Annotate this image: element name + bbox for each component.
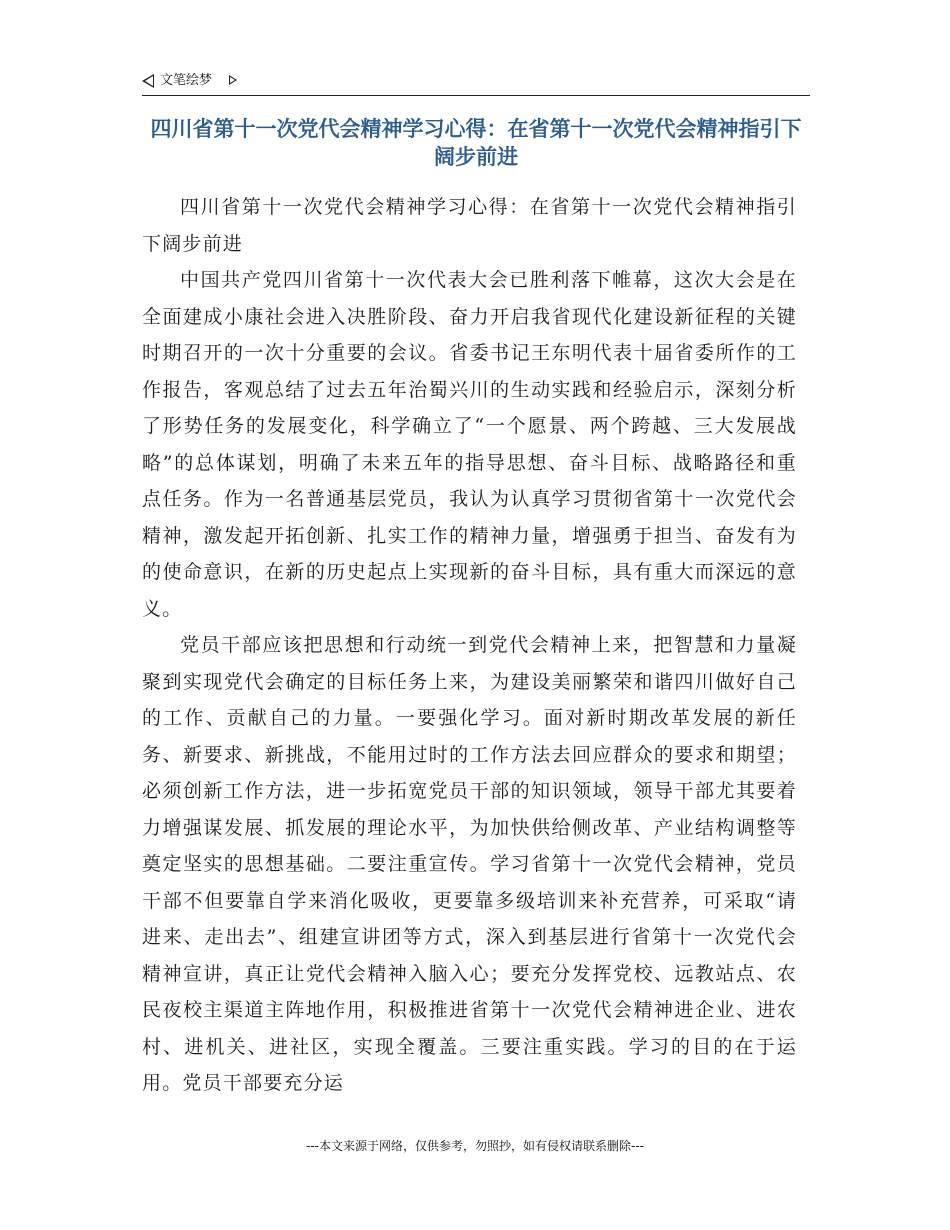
page-header xyxy=(142,72,810,96)
paragraph-main: 党员干部应该把思想和行动统一到党代会精神上来，把智慧和力量凝聚到实现党代会确定的目标任务上来，为建设美丽繁荣和谐四川做好自己的工作、贡献自己的力量。一要强化学习。面对新时期改革发展的新任务、新要求、新挑战，不能用过时的工作方法去回应群众的要求和期望；必须创新工作方法，进一步拓宽党员干部的知识领域，领导干部尤其要着力增强谋发展、抓发展的理论水平，为加快供给侧改革、产业结构调整等奠定坚实的思想基础。二要注重宣传。学习省第十一次党代会精神，党员干部不但要靠自学来消化吸收，更要靠多级培训来补充营养，可采取“请进来、走出去”、组建宣讲团等方式，深入到基层进行省第十一次党代会精神宣讲，真正让党代会精神入脑入心；要充分发挥党校、远教站点、农民夜校主渠道主阵地作用，积极推进省第十一次党代会精神进企业、进农村、进机关、进社区，实现全覆盖。三要注重实践。学习的目的在于运用。党员干部要充分运 xyxy=(142,634,797,1094)
left-triangle-icon xyxy=(142,74,154,88)
header-divider xyxy=(142,95,810,96)
document-body xyxy=(142,189,797,1102)
footer-disclaimer: ---本文来源于网络，仅供参考，勿照抄，如有侵权请联系删除--- xyxy=(306,1139,644,1153)
document-title: 四川省第十一次党代会精神学习心得：在省第十一次党代会精神指引下阔步前进 xyxy=(150,117,802,169)
paragraph-intro: 中国共产党四川省第十一次代表大会已胜利落下帷幕，这次大会是在全面建成小康社会进入决胜阶段、奋力开启我省现代化建设新征程的关键时期召开的一次十分重要的会议。省委书记王东明代表十届省委所作的工作报告，客观总结了过去五年治蜀兴川的生动实践和经验启示，深刻分析了形势任务的发展变化，科学确立了“一个愿景、两个跨越、三大发展战略”的总体谋划，明确了未来五年的指导思想、奋斗目标、战略路径和重点任务。作为一名普通基层党员，我认为认真学习贯彻省第十一次党代会精神，激发起开拓创新、扎实工作的精神力量，增强勇于担当、奋发有为的使命意识，在新的历史起点上实现新的奋斗目标，具有重大而深远的意义。 xyxy=(142,269,797,620)
brand-label: 文笔绘梦 xyxy=(160,73,213,88)
right-triangle-icon xyxy=(229,75,237,85)
paragraph-repeated-title: 四川省第十一次党代会精神学习心得：在省第十一次党代会精神指引下阔步前进 xyxy=(142,196,797,255)
